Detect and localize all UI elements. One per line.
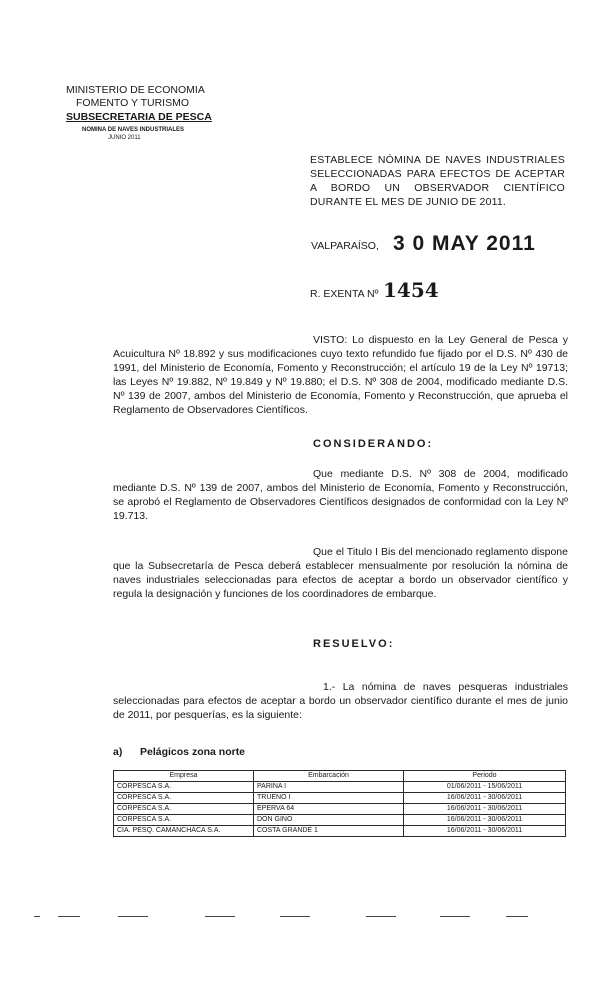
header-fomento: FOMENTO Y TURISMO [76, 97, 189, 109]
section-a-letter: a) [113, 746, 123, 758]
footer-dash [118, 916, 148, 917]
cell-embarcacion: DON GINO [254, 815, 404, 826]
footer-dash [366, 916, 396, 917]
resuelvo-paragraph-1: 1.- La nómina de naves pesqueras industriales seleccionadas para efectos de aceptar a bordo un observador científico durante el mes de junio de 2011, por pesquerías, es la siguiente: [113, 681, 568, 721]
date-stamp: 3 0 MAY 2011 [393, 232, 536, 255]
cell-periodo: 16/06/2011 - 30/06/2011 [404, 804, 566, 815]
header-stamp-date: JUNIO 2011 [108, 135, 141, 141]
cell-periodo: 16/06/2011 - 30/06/2011 [404, 815, 566, 826]
table-row [114, 815, 566, 826]
footer-dash [506, 916, 528, 917]
col-header-embarcacion: Embarcación [254, 771, 404, 782]
cell-empresa: CIA. PESQ. CAMANCHACA S.A. [114, 826, 254, 837]
ministry-header [66, 84, 226, 142]
cell-empresa: CORPESCA S.A. [114, 793, 254, 804]
section-a-heading [113, 746, 245, 758]
table-row [114, 826, 566, 837]
cell-embarcacion: EPERVA 64 [254, 804, 404, 815]
cell-embarcacion: TRUENO I [254, 793, 404, 804]
col-header-periodo: Periodo [404, 771, 566, 782]
table-row [114, 804, 566, 815]
considerando-paragraph-1: Que mediante D.S. Nº 308 de 2004, modificado mediante D.S. Nº 139 de 2007, ambos del Ministerio de Economía, Fomento y Reconstrucción, se aprobó el Reglamento de Observadores Científicos designados de conformidad con la Ley Nº 19.713. [113, 468, 568, 522]
cell-embarcacion: COSTA GRANDE 1 [254, 826, 404, 837]
footer-dash [280, 916, 310, 917]
footer-dash [440, 916, 470, 917]
resolution-number: 1454 [383, 278, 439, 302]
cell-periodo: 16/06/2011 - 30/06/2011 [404, 793, 566, 804]
document-subject: ESTABLECE NÓMINA DE NAVES INDUSTRIALES SELECCIONADAS PARA EFECTOS DE ACEPTAR A BORDO UN OBSERVADOR CIENTÍFICO DURANTE EL MES DE JUNIO DE 2011. [310, 154, 565, 208]
table-row [114, 793, 566, 804]
cell-embarcacion: PARINA I [254, 782, 404, 793]
resuelvo-heading: RESUELVO: [313, 638, 395, 650]
footer-dash [58, 916, 80, 917]
cell-empresa: CORPESCA S.A. [114, 804, 254, 815]
cell-empresa: CORPESCA S.A. [114, 815, 254, 826]
footer-dash [205, 916, 235, 917]
considerando-heading: CONSIDERANDO: [313, 438, 434, 450]
header-subsecretaria: SUBSECRETARIA DE PESCA [66, 111, 212, 123]
vessel-table [113, 770, 566, 837]
footer-dash [34, 916, 40, 917]
col-header-empresa: Empresa [114, 771, 254, 782]
considerando-paragraph-2: Que el Titulo I Bis del mencionado reglamento dispone que la Subsecretaría de Pesca deberá establecer mensualmente por resolución la nómina de naves industriales seleccionadas para efectos de aceptar a bordo un observador científico y regula la designación y funciones de los coordinadores de embarque. [113, 546, 568, 600]
header-ministry: MINISTERIO DE ECONOMIA [66, 84, 205, 96]
cell-periodo: 16/06/2011 - 30/06/2011 [404, 826, 566, 837]
cell-periodo: 01/06/2011 - 15/06/2011 [404, 782, 566, 793]
table-header-row [114, 771, 566, 782]
place-label: VALPARAÍSO, [311, 240, 379, 252]
visto-paragraph: VISTO: Lo dispuesto en la Ley General de Pesca y Acuicultura Nº 18.892 y sus modificaciones cuyo texto refundido fue fijado por el D.S. Nº 430 de 1991, del Ministerio de Economía, Fomento y Reconstrucción; el artículo 19 de la Ley Nº 19713; las Leyes Nº 19.882, Nº 19.849 y Nº 19.880; el D.S. Nº 308 de 2004, modificado mediante D.S. Nº 139 de 2007, ambos del Ministerio de Economía, Fomento y Reconstrucción, que aprueba el Reglamento de Observadores Científicos. [113, 334, 568, 416]
header-stamp-line: NOMINA DE NAVES INDUSTRIALES [82, 127, 185, 133]
cell-empresa: CORPESCA S.A. [114, 782, 254, 793]
section-a-title: Pelágicos zona norte [140, 746, 246, 758]
resolution-label: R. EXENTA Nº [310, 288, 379, 300]
table-row [114, 782, 566, 793]
